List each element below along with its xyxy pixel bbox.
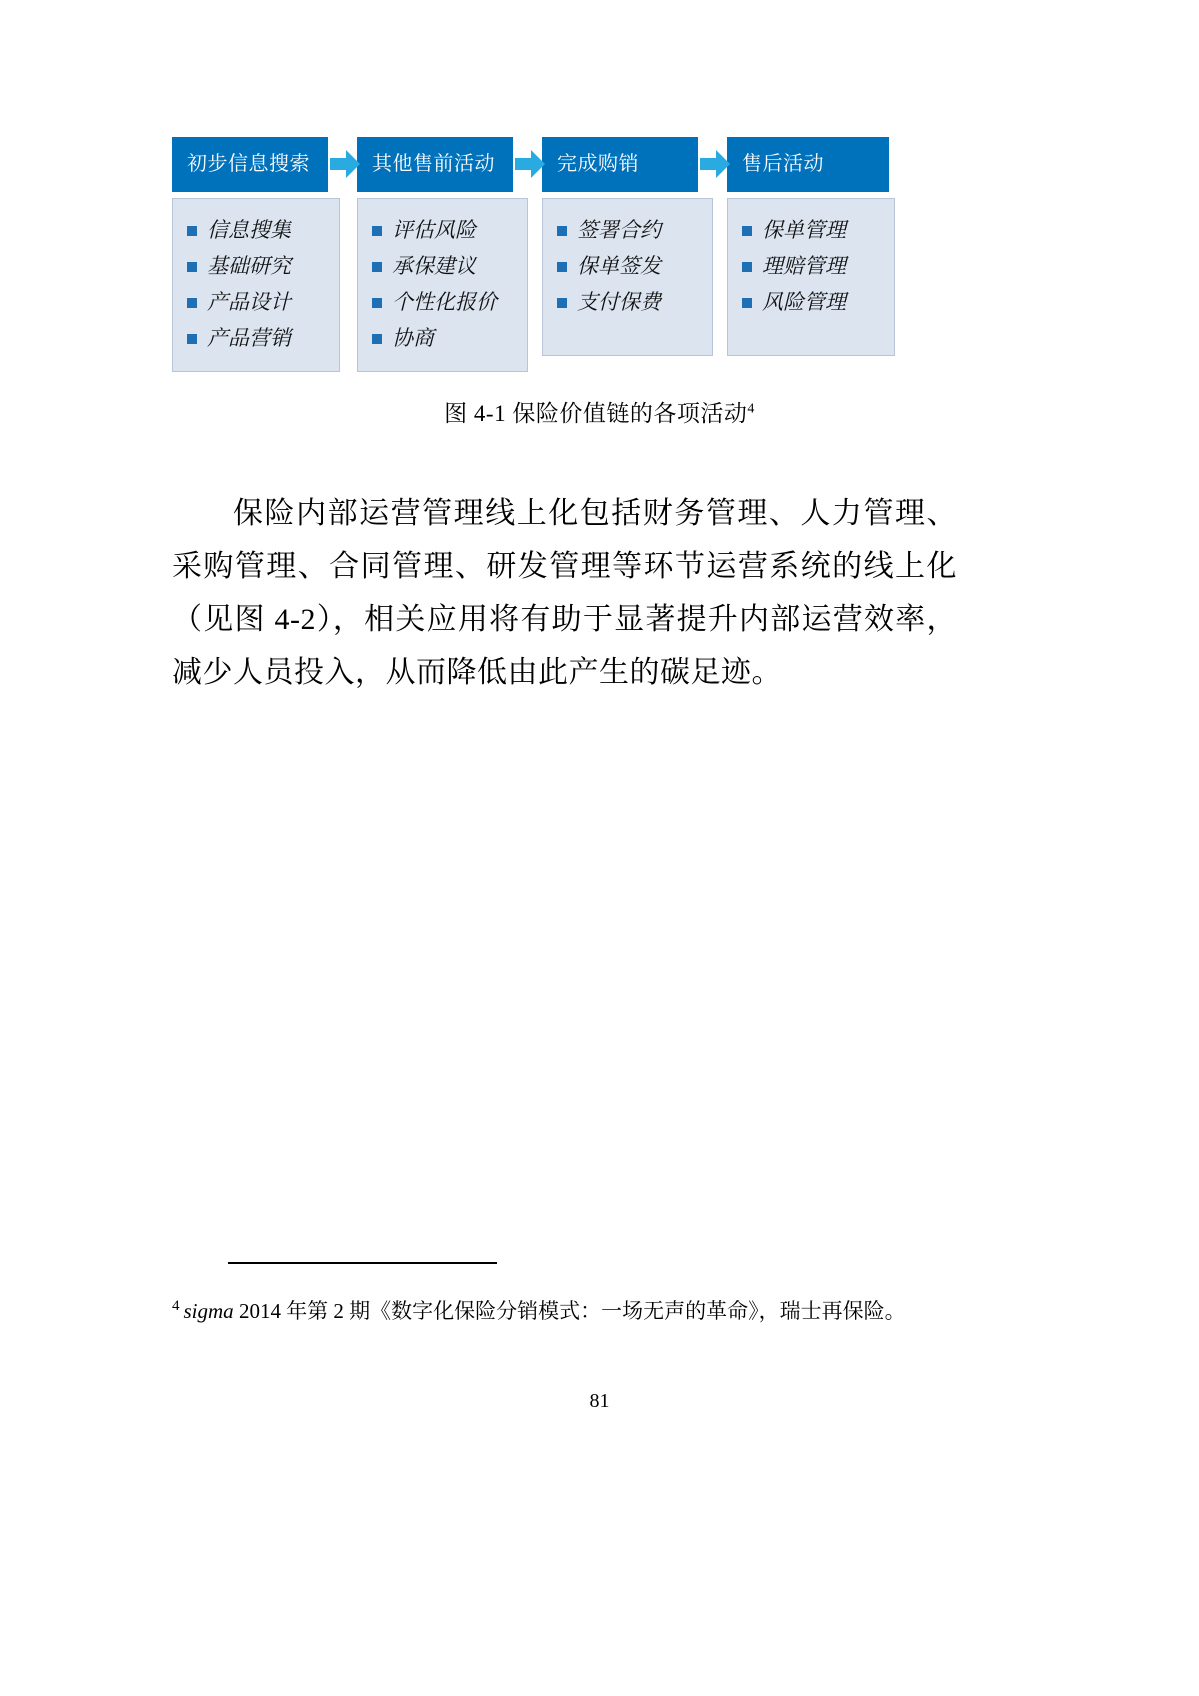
chain-stage-2 [357, 137, 542, 372]
footnote-mark: 4 [172, 1298, 180, 1314]
list-item [187, 287, 329, 317]
chain-stage-2-title: 其他售前活动 [357, 137, 513, 192]
chain-stage-4-title: 售后活动 [727, 137, 889, 192]
square-bullet-icon [187, 262, 197, 272]
list-item-label: 协商 [392, 326, 434, 350]
list-item-label: 理赔管理 [762, 254, 846, 278]
list-item [372, 287, 517, 317]
chain-stage-2-body [357, 198, 528, 372]
list-item-label: 评估风险 [392, 218, 476, 242]
square-bullet-icon [742, 226, 752, 236]
body-paragraph-text: 保险内部运营管理线上化包括财务管理、人力管理、采购管理、合同管理、研发管理等环节运营系统的线上化（见图 4-2），相关应用将有助于显著提升内部运营效率，减少人员投入，从而降低由此产生的碳足迹。 [172, 497, 957, 689]
list-item-label: 产品设计 [207, 290, 291, 314]
square-bullet-icon [372, 334, 382, 344]
list-item-label: 个性化报价 [392, 290, 497, 314]
footnote-text: 2014 年第 2 期《数字化保险分销模式：一场无声的革命》，瑞士再保险。 [233, 1299, 906, 1323]
arrow-right-icon-2 [515, 150, 545, 178]
list-item [742, 215, 884, 245]
square-bullet-icon [557, 262, 567, 272]
list-item-label: 信息搜集 [207, 218, 291, 242]
list-item [557, 287, 702, 317]
list-item [372, 323, 517, 353]
square-bullet-icon [187, 226, 197, 236]
list-item [187, 215, 329, 245]
square-bullet-icon [557, 298, 567, 308]
body-paragraph [172, 487, 957, 699]
list-item-label: 支付保费 [577, 290, 661, 314]
footnote [172, 1290, 962, 1327]
list-item-label: 风险管理 [762, 290, 846, 314]
figure-insurance-value-chain [172, 137, 912, 367]
figure-caption-footnote-mark: 4 [747, 401, 755, 417]
figure-caption [0, 395, 1199, 428]
square-bullet-icon [742, 262, 752, 272]
square-bullet-icon [372, 262, 382, 272]
chain-stage-1-body [172, 198, 340, 372]
chain-stage-4 [727, 137, 912, 356]
list-item [187, 251, 329, 281]
square-bullet-icon [557, 226, 567, 236]
list-item [742, 251, 884, 281]
square-bullet-icon [742, 298, 752, 308]
list-item-label: 签署合约 [577, 218, 661, 242]
chain-stage-1 [172, 137, 357, 372]
list-item-label: 承保建议 [392, 254, 476, 278]
list-item-label: 基础研究 [207, 254, 291, 278]
page-number: 81 [589, 1390, 610, 1412]
chain-stage-3 [542, 137, 727, 356]
footnote-separator [228, 1262, 497, 1264]
list-item-label: 保单签发 [577, 254, 661, 278]
figure-caption-text: 图 4-1 保险价值链的各项活动 [444, 401, 748, 426]
arrow-right-icon-3 [700, 150, 730, 178]
chain-stage-3-title: 完成购销 [542, 137, 698, 192]
list-item [187, 323, 329, 353]
list-item [372, 215, 517, 245]
square-bullet-icon [372, 226, 382, 236]
arrow-right-icon-1 [330, 150, 360, 178]
value-chain-flow [172, 137, 912, 372]
square-bullet-icon [372, 298, 382, 308]
list-item [742, 287, 884, 317]
square-bullet-icon [187, 298, 197, 308]
list-item-label: 保单管理 [762, 218, 846, 242]
chain-stage-4-body [727, 198, 895, 356]
list-item-label: 产品营销 [207, 326, 291, 350]
chain-stage-1-title: 初步信息搜索 [172, 137, 328, 192]
footnote-source-title: sigma [183, 1299, 234, 1323]
list-item [372, 251, 517, 281]
list-item [557, 215, 702, 245]
chain-stage-3-body [542, 198, 713, 356]
square-bullet-icon [187, 334, 197, 344]
list-item [557, 251, 702, 281]
